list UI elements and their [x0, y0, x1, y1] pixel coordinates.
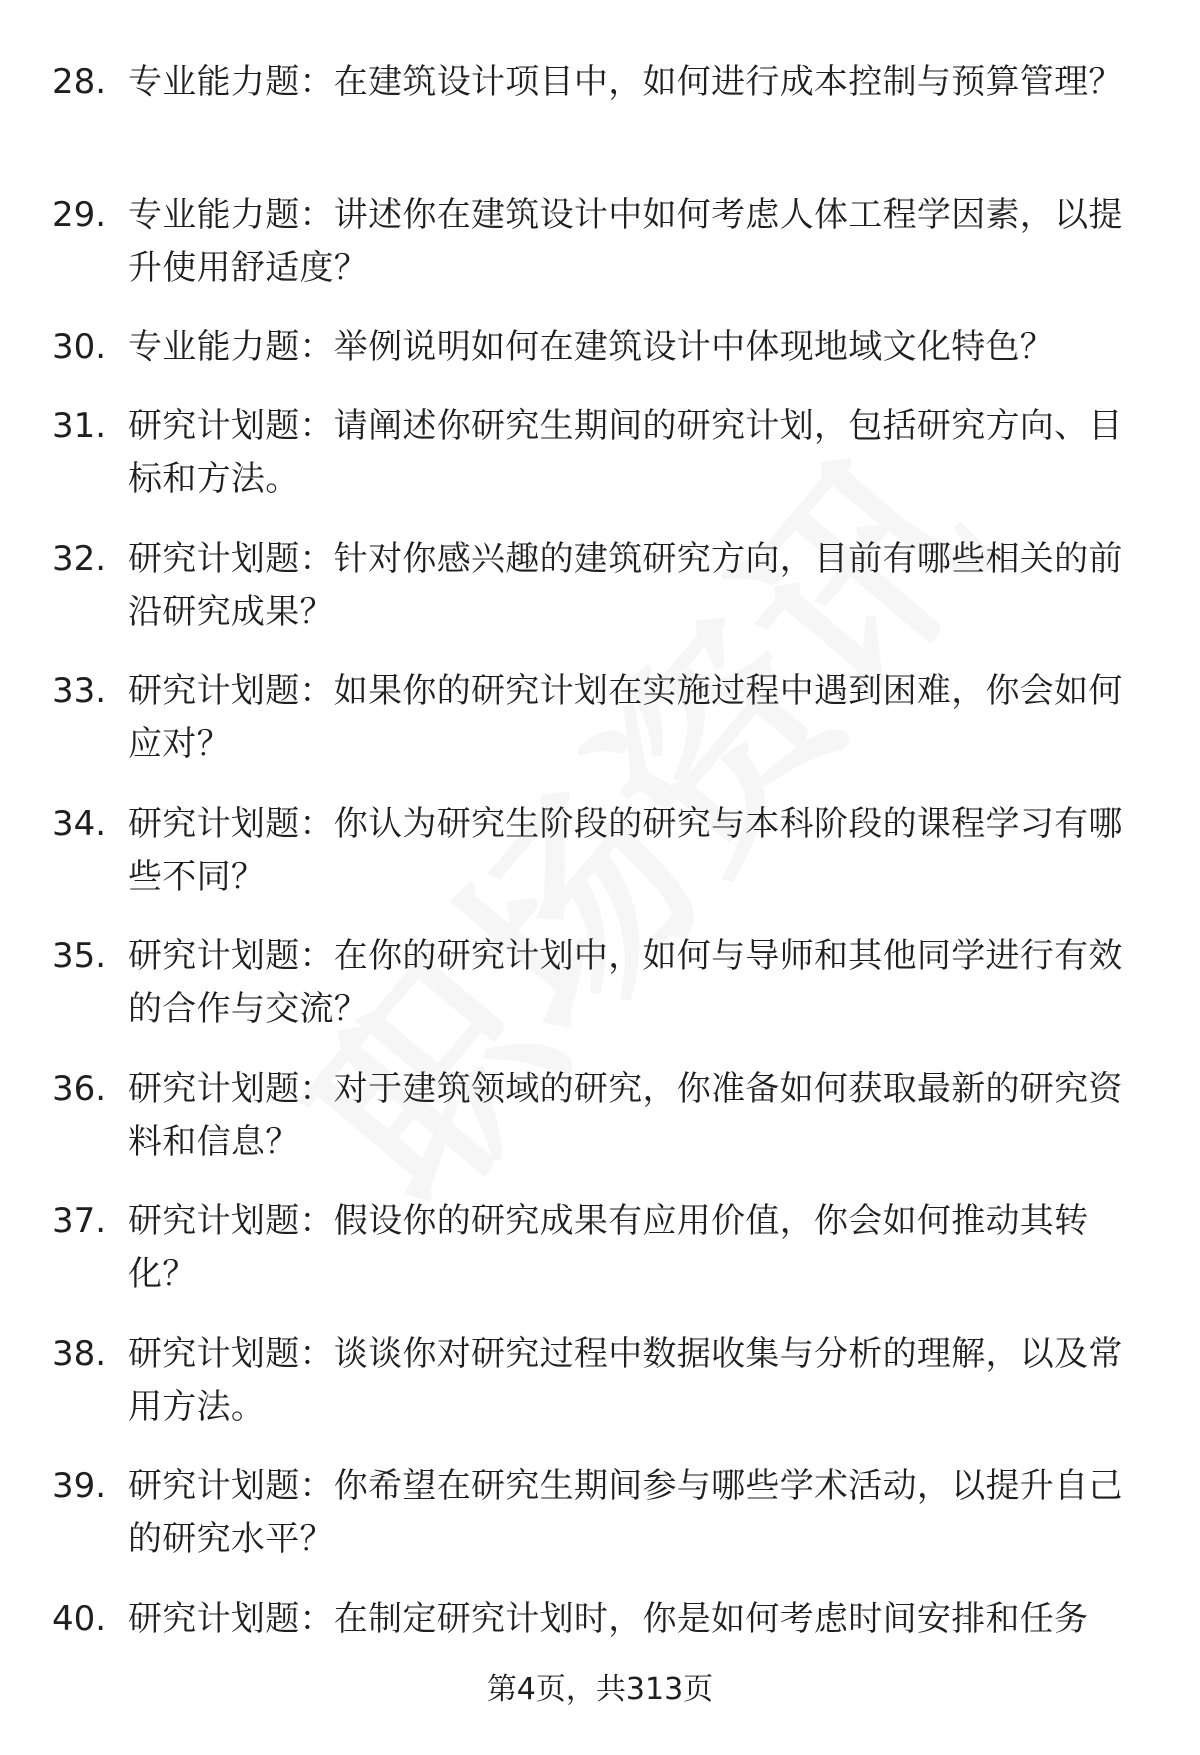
question-text: 研究计划题：你认为研究生阶段的研究与本科阶段的课程学习有哪些不同？ [128, 803, 1123, 897]
question-number: 33. [52, 671, 107, 711]
question-number: 36. [52, 1068, 107, 1109]
question-list [0, 56, 1200, 1653]
question-text: 研究计划题：你希望在研究生期间参与哪些学术活动，以提升自己的研究水平？ [128, 1466, 1123, 1559]
page-footer: 第4页，共313页 [486, 1672, 714, 1707]
question-text: 研究计划题：针对你感兴趣的建筑研究方向，目前有哪些相关的前沿研究成果？ [128, 538, 1123, 632]
question-text: 专业能力题：讲述你在建筑设计中如何考虑人体工程学因素，以提升使用舒适度？ [128, 194, 1123, 288]
question-number: 38. [52, 1333, 107, 1374]
question-number: 35. [52, 936, 107, 976]
question-number: 34. [52, 803, 107, 844]
list-item [0, 1460, 1200, 1593]
list-item [0, 56, 1200, 189]
question-number: 31. [52, 406, 107, 446]
list-item [0, 1195, 1200, 1328]
question-number: 40. [52, 1598, 107, 1639]
list-item [0, 1328, 1200, 1461]
list-item [0, 189, 1200, 322]
list-item [0, 321, 1200, 400]
list-item [0, 798, 1200, 931]
question-number: 29. [52, 194, 107, 235]
list-item [0, 533, 1200, 666]
question-number: 30. [52, 327, 107, 367]
question-text: 专业能力题：在建筑设计项目中，如何进行成本控制与预算管理？ [128, 62, 1123, 102]
list-item [0, 930, 1200, 1063]
question-text: 研究计划题：在制定研究计划时，你是如何考虑时间安排和任务 [128, 1598, 1089, 1639]
list-item [0, 665, 1200, 798]
list-item [0, 400, 1200, 533]
list-item [0, 1593, 1200, 1653]
question-number: 32. [52, 538, 107, 579]
question-text: 研究计划题：请阐述你研究生期间的研究计划，包括研究方向、目标和方法。 [128, 406, 1123, 499]
question-text: 研究计划题：在你的研究计划中，如何与导师和其他同学进行有效的合作与交流？ [128, 936, 1123, 1029]
question-text: 研究计划题：谈谈你对研究过程中数据收集与分析的理解，以及常用方法。 [128, 1333, 1123, 1427]
question-number: 39. [52, 1466, 107, 1506]
question-text: 专业能力题：举例说明如何在建筑设计中体现地域文化特色？ [128, 327, 1055, 367]
question-text: 研究计划题：如果你的研究计划在实施过程中遇到困难，你会如何应对？ [128, 671, 1123, 764]
question-number: 37. [52, 1201, 107, 1241]
question-text: 研究计划题：假设你的研究成果有应用价值，你会如何推动其转化？ [128, 1201, 1089, 1294]
list-item [0, 1063, 1200, 1196]
question-text: 研究计划题：对于建筑领域的研究，你准备如何获取最新的研究资料和信息？ [128, 1068, 1123, 1162]
question-number: 28. [52, 62, 107, 102]
